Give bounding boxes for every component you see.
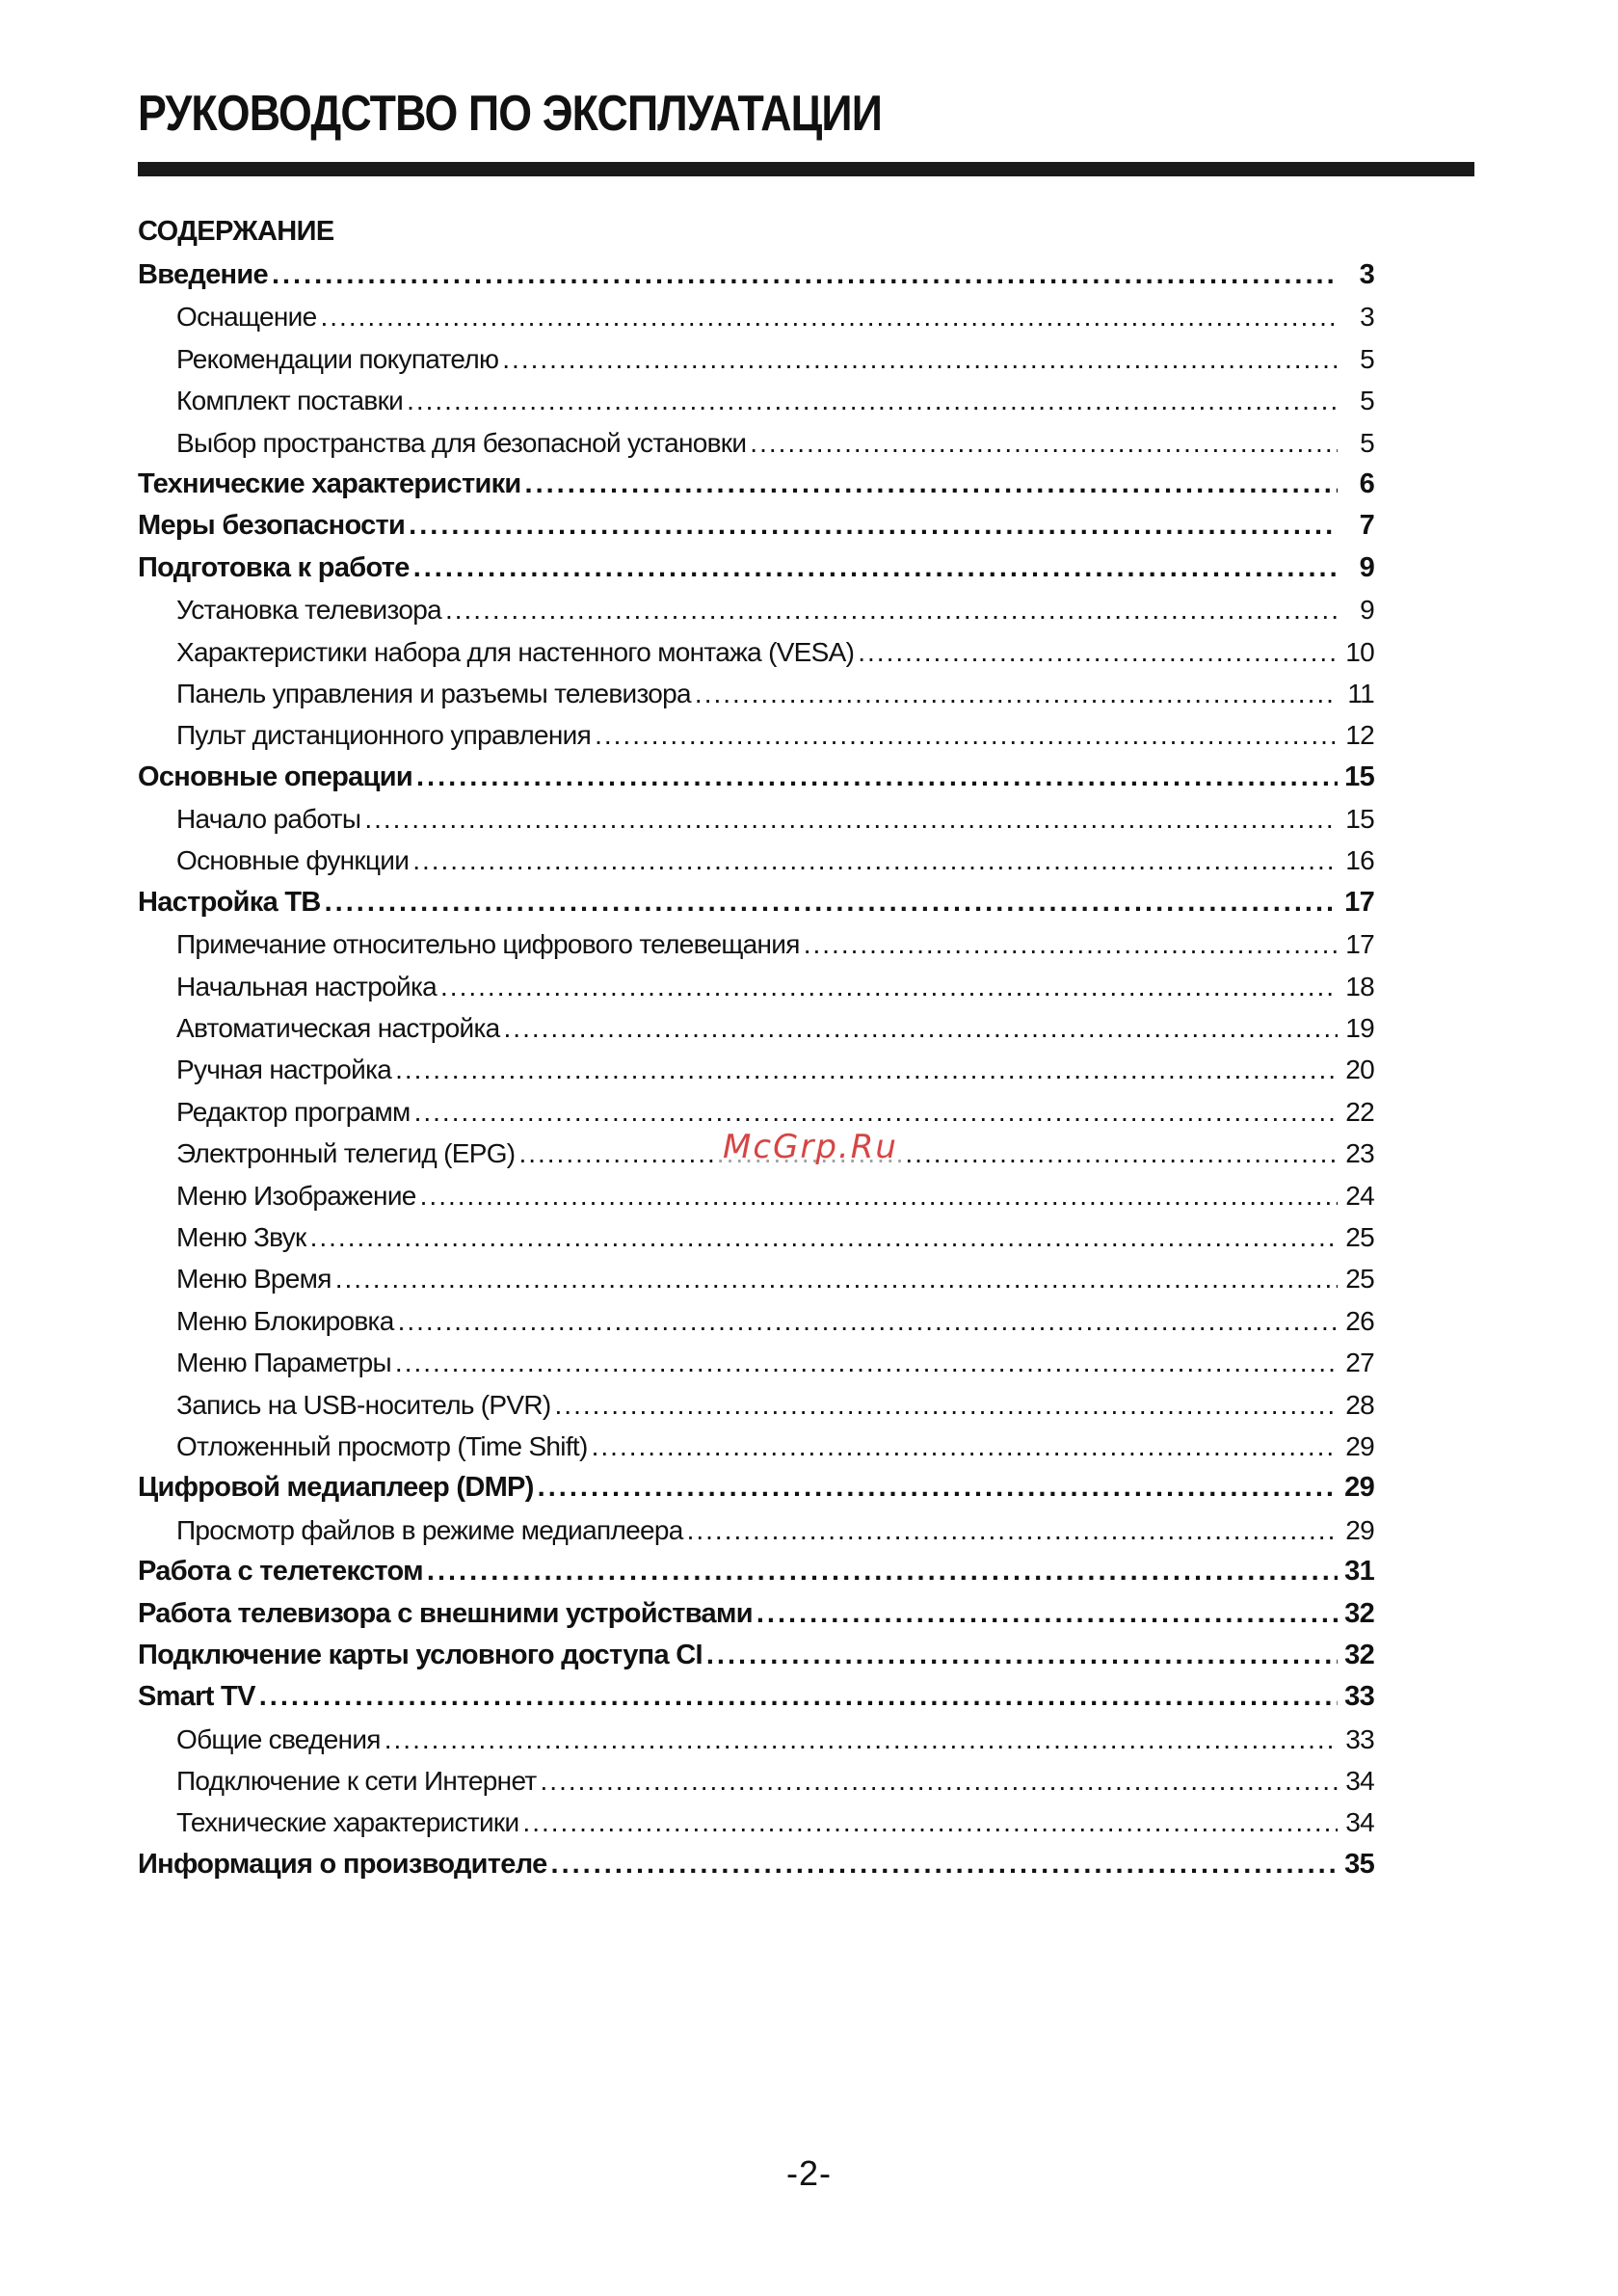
toc-subsection-entry[interactable]	[138, 1049, 1374, 1090]
toc-entry-page: 34	[1345, 1807, 1374, 1838]
toc-entry-label: Меню Звук	[176, 1221, 306, 1252]
toc-entry-page: 25	[1345, 1221, 1374, 1252]
toc-entry-label: Настройка ТВ	[138, 886, 321, 918]
title-rule	[138, 162, 1474, 176]
toc-entry-page: 28	[1345, 1389, 1374, 1420]
toc-entry-page: 22	[1345, 1096, 1374, 1127]
toc-entry-label: Рекомендации покупателю	[176, 343, 499, 374]
dot-leader	[321, 296, 1339, 337]
toc-subsection-entry[interactable]	[138, 1300, 1374, 1342]
toc-subsection-entry[interactable]	[138, 923, 1374, 965]
dot-leader	[413, 547, 1338, 589]
toc-entry-label: Установка телевизора	[176, 595, 441, 626]
toc-entry-label: Панель управления и разъемы телевизора	[176, 678, 691, 708]
toc-entry-label: Меры безопасности	[138, 510, 406, 542]
toc-entry-page: 15	[1345, 804, 1374, 835]
toc-subsection-entry[interactable]	[138, 798, 1374, 840]
dot-leader	[695, 673, 1338, 714]
dot-leader	[427, 1551, 1338, 1592]
toc-entry-label: Работа с телетекстом	[138, 1556, 423, 1588]
dot-leader	[335, 1258, 1338, 1299]
toc-entry-label: Примечание относительно цифрового телевещания	[176, 929, 800, 960]
toc-entry-page: 24	[1345, 1180, 1374, 1211]
dot-leader	[364, 798, 1338, 840]
toc-entry-label: Меню Блокировка	[176, 1305, 394, 1336]
toc-entry-page: 31	[1344, 1556, 1374, 1588]
dot-leader	[750, 422, 1338, 464]
page-number: -2-	[786, 2153, 832, 2193]
toc-entry-page: 35	[1344, 1848, 1374, 1880]
toc-section-entry[interactable]	[138, 1593, 1374, 1635]
dot-leader	[706, 1635, 1338, 1676]
toc-entry-label: Подключение к сети Интернет	[176, 1766, 537, 1797]
toc-entry-page: 26	[1345, 1305, 1374, 1336]
toc-entry-page: 17	[1344, 886, 1374, 918]
toc-entry-page: 9	[1359, 551, 1374, 583]
toc-section-entry[interactable]	[138, 1844, 1374, 1885]
toc-entry-page: 17	[1345, 929, 1374, 960]
dot-leader	[592, 1426, 1338, 1467]
toc-entry-page: 19	[1345, 1013, 1374, 1044]
dot-leader	[395, 1342, 1338, 1383]
toc-entry-page: 18	[1345, 971, 1374, 1001]
toc-entry-label: Smart TV	[138, 1681, 255, 1713]
toc-section-entry[interactable]	[138, 254, 1374, 296]
toc-subsection-entry[interactable]	[138, 966, 1374, 1007]
toc-section-entry[interactable]	[138, 882, 1374, 923]
toc-subsection-entry[interactable]	[138, 589, 1374, 630]
dot-leader	[440, 966, 1338, 1007]
dot-leader	[502, 338, 1338, 380]
toc-subsection-entry[interactable]	[138, 1802, 1374, 1843]
toc-subsection-entry[interactable]	[138, 1760, 1374, 1802]
toc-entry-label: Работа телевизора с внешними устройствами	[138, 1597, 753, 1629]
toc-entry-page: 29	[1345, 1430, 1374, 1461]
dot-leader	[518, 1133, 1338, 1174]
toc-entry-page: 32	[1344, 1639, 1374, 1670]
toc-subsection-entry[interactable]	[138, 840, 1374, 881]
toc-subsection-entry[interactable]	[138, 1509, 1374, 1551]
toc-entry-label: Общие сведения	[176, 1723, 381, 1754]
toc-section-entry[interactable]	[138, 505, 1374, 547]
dot-leader	[325, 882, 1338, 923]
toc-entry-page: 5	[1360, 386, 1374, 416]
dot-leader	[420, 1175, 1338, 1216]
dot-leader	[858, 631, 1338, 673]
toc-entry-page: 33	[1345, 1723, 1374, 1754]
dot-leader	[416, 757, 1338, 798]
toc-subsection-entry[interactable]	[138, 1091, 1374, 1133]
toc-entry-label: Просмотр файлов в режиме медиаплеера	[176, 1514, 683, 1545]
dot-leader	[551, 1844, 1338, 1885]
toc-entry-label: Ручная настройка	[176, 1055, 392, 1085]
toc-entry-page: 29	[1344, 1472, 1374, 1504]
page-title: РУКОВОДСТВО ПО ЭКСПЛУАТАЦИИ	[138, 86, 883, 142]
toc-subsection-entry[interactable]	[138, 296, 1374, 337]
toc-subsection-entry[interactable]	[138, 1719, 1374, 1760]
toc-entry-label: Технические характеристики	[176, 1807, 519, 1838]
toc-entry-label: Отложенный просмотр (Time Shift)	[176, 1430, 588, 1461]
dot-leader	[504, 1007, 1338, 1049]
toc-entry-page: 34	[1345, 1766, 1374, 1797]
toc-entry-page: 23	[1345, 1138, 1374, 1169]
toc-entry-page: 5	[1360, 427, 1374, 458]
toc-entry-label: Электронный телегид (EPG)	[176, 1138, 516, 1169]
toc-entry-page: 15	[1344, 761, 1374, 792]
toc-subsection-entry[interactable]	[138, 631, 1374, 673]
toc-entry-label: Технические характеристики	[138, 467, 521, 499]
toc-entry-page: 7	[1359, 510, 1374, 542]
dot-leader	[445, 589, 1338, 630]
toc-subsection-entry[interactable]	[138, 1007, 1374, 1049]
dot-leader	[398, 1300, 1338, 1342]
dot-leader	[259, 1676, 1338, 1718]
toc-entry-page: 6	[1359, 467, 1374, 499]
dot-leader	[412, 840, 1338, 881]
toc-entry-page: 12	[1345, 720, 1374, 751]
toc-entry-page: 3	[1359, 259, 1374, 290]
dot-leader	[525, 464, 1338, 505]
toc-entry-label: Основные операции	[138, 761, 412, 792]
toc-list	[138, 254, 1374, 1885]
toc-entry-label: Информация о производителе	[138, 1848, 547, 1880]
dot-leader	[414, 1091, 1338, 1133]
toc-entry-label: Редактор программ	[176, 1096, 411, 1127]
toc-entry-page: 20	[1345, 1055, 1374, 1085]
toc-entry-page: 25	[1345, 1264, 1374, 1295]
dot-leader	[409, 505, 1338, 547]
dot-leader	[804, 923, 1338, 965]
toc-subsection-entry[interactable]	[138, 714, 1374, 756]
toc-subsection-entry[interactable]	[138, 380, 1374, 421]
toc-entry-label: Подключение карты условного доступа CI	[138, 1639, 703, 1670]
toc-subsection-entry[interactable]	[138, 1384, 1374, 1426]
toc-entry-label: Начальная настройка	[176, 971, 438, 1001]
toc-subsection-entry[interactable]	[138, 673, 1374, 714]
toc-entry-label: Меню Параметры	[176, 1348, 391, 1378]
dot-leader	[595, 714, 1338, 756]
toc-entry-label: Меню Время	[176, 1264, 332, 1295]
dot-leader	[272, 254, 1338, 296]
toc-entry-page: 16	[1345, 845, 1374, 876]
toc-entry-page: 33	[1344, 1681, 1374, 1713]
toc-entry-label: Характеристики набора для настенного монтажа (VESA)	[176, 636, 855, 667]
watermark: McGrp.Ru	[717, 1128, 904, 1166]
toc-section-entry[interactable]	[138, 1635, 1374, 1676]
toc-entry-label: Оснащение	[176, 302, 317, 333]
toc-entry-label: Меню Изображение	[176, 1180, 416, 1211]
toc-subsection-entry[interactable]	[138, 1175, 1374, 1216]
toc-section-entry[interactable]	[138, 547, 1374, 589]
toc-entry-page: 29	[1345, 1514, 1374, 1545]
toc-section-entry[interactable]	[138, 1676, 1374, 1718]
dot-leader	[407, 380, 1338, 421]
dot-leader	[522, 1802, 1338, 1843]
toc-subsection-entry[interactable]	[138, 338, 1374, 380]
toc-subsection-entry[interactable]	[138, 422, 1374, 464]
dot-leader	[395, 1049, 1338, 1090]
toc-section-entry[interactable]	[138, 464, 1374, 505]
dot-leader	[687, 1509, 1338, 1551]
toc-entry-page: 27	[1345, 1348, 1374, 1378]
toc-entry-page: 32	[1344, 1597, 1374, 1629]
toc-entry-label: Комплект поставки	[176, 386, 404, 416]
toc-entry-label: Запись на USB-носитель (PVR)	[176, 1389, 551, 1420]
toc-subsection-entry[interactable]	[138, 1258, 1374, 1299]
toc-entry-page: 11	[1347, 678, 1374, 708]
toc-subsection-entry[interactable]	[138, 1216, 1374, 1258]
toc-section-entry[interactable]	[138, 1467, 1374, 1508]
toc-entry-label: Введение	[138, 259, 268, 290]
toc-entry-label: Автоматическая настройка	[176, 1013, 500, 1044]
toc-heading: СОДЕРЖАНИЕ	[138, 216, 334, 247]
dot-leader	[555, 1384, 1338, 1426]
toc-entry-label: Основные функции	[176, 845, 410, 876]
toc-entry-page: 5	[1360, 343, 1374, 374]
dot-leader	[385, 1719, 1338, 1760]
toc-entry-label: Подготовка к работе	[138, 551, 410, 583]
toc-entry-label: Выбор пространства для безопасной установки	[176, 427, 747, 458]
toc-section-entry[interactable]	[138, 757, 1374, 798]
toc-entry-page: 3	[1360, 302, 1374, 333]
toc-entry-label: Начало работы	[176, 804, 361, 835]
toc-subsection-entry[interactable]	[138, 1342, 1374, 1383]
toc-entry-page: 10	[1345, 636, 1374, 667]
toc-entry-label: Цифровой медиаплеер (DMP)	[138, 1472, 534, 1504]
dot-leader	[538, 1467, 1338, 1508]
toc-entry-page: 9	[1360, 595, 1374, 626]
dot-leader	[541, 1760, 1338, 1802]
toc-entry-label: Пульт дистанционного управления	[176, 720, 592, 751]
dot-leader	[310, 1216, 1338, 1258]
dot-leader	[756, 1593, 1338, 1635]
toc-section-entry[interactable]	[138, 1551, 1374, 1592]
toc-subsection-entry[interactable]	[138, 1426, 1374, 1467]
